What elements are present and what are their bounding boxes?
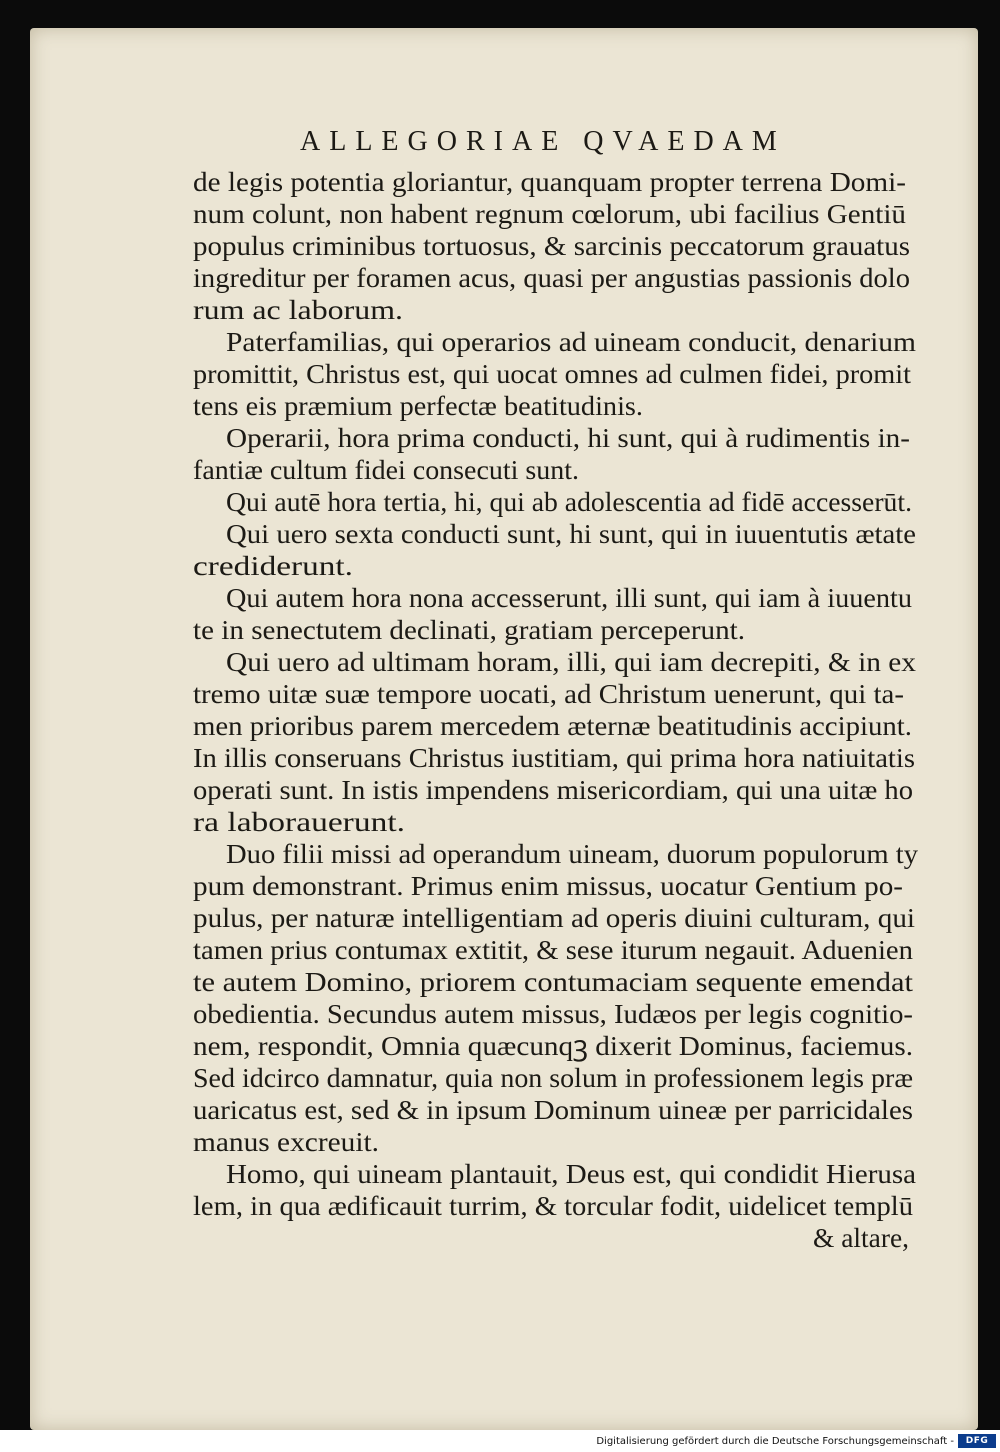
text-line: ra laborauerunt. xyxy=(193,806,405,837)
text-line: uaricatus est, sed & in ipsum Dominum uineæ per parricidales xyxy=(193,1094,913,1125)
text-line: num colunt, non habent regnum cœlorum, ubi facilius Gentiū xyxy=(193,198,906,229)
text-line: Qui uero sexta conducti sunt, hi sunt, qui in iuuentutis ætate xyxy=(226,518,917,549)
text-line: tamen prius contumax extitit, & sese iturum negauit. Aduenien xyxy=(193,934,913,965)
footer-bar xyxy=(0,1430,1000,1452)
text-line: tens eis præmium perfectæ beatitudinis. xyxy=(193,390,643,421)
text-line: Operarii, hora prima conducti, hi sunt, qui à rudimentis in- xyxy=(226,422,910,453)
text-line: obedientia. Secundus autem missus, Iudæos per legis cognitio- xyxy=(193,998,913,1029)
text-line: Duo filii missi ad operandum uineam, duorum populorum ty xyxy=(226,838,918,869)
text-line: tremo uitæ suæ tempore uocati, ad Christum uenerunt, qui ta- xyxy=(193,678,904,709)
text-line: pulus, per naturæ intelligentiam ad operis diuini culturam, qui xyxy=(193,902,915,933)
text-line: pum demonstrant. Primus enim missus, uocatur Gentium po- xyxy=(193,870,903,901)
text-line: Qui autē hora tertia, hi, qui ab adolescentia ad fidē accesserūt. xyxy=(226,486,912,517)
text-line: Qui autem hora nona accesserunt, illi sunt, qui iam à iuuentu xyxy=(226,582,912,613)
text-line: rum ac laborum. xyxy=(193,294,403,325)
text-line: Paterfamilias, qui operarios ad uineam conducit, denarium xyxy=(226,326,916,357)
text-line: nem, respondit, Omnia quæcunqꝫ dixerit Dominus, faciemus. xyxy=(193,1030,913,1061)
text-line: & altare, xyxy=(813,1222,909,1253)
text-line: te in senectutem declinati, gratiam perceperunt. xyxy=(193,614,745,645)
text-line: Sed idcirco damnatur, quia non solum in professionem legis præ xyxy=(193,1062,913,1093)
text-line: manus excreuit. xyxy=(193,1126,379,1157)
text-line: populus criminibus tortuosus, & sarcinis peccatorum grauatus xyxy=(193,230,910,261)
dfg-logo: DFG xyxy=(958,1434,996,1448)
text-line: Homo, qui uineam plantauit, Deus est, qui condidit Hierusa xyxy=(226,1158,916,1189)
text-line: In illis conseruans Christus iustitiam, qui prima hora natiuitatis xyxy=(193,742,915,773)
text-line: ingreditur per foramen acus, quasi per angustias passionis dolo xyxy=(193,262,910,293)
text-line: crediderunt. xyxy=(193,550,353,581)
footer-credit: Digitalisierung gefördert durch die Deutsche Forschungsgemeinschaft - xyxy=(596,1436,954,1447)
text-line: fantiæ cultum fidei consecuti sunt. xyxy=(193,454,579,485)
text-line: Qui uero ad ultimam horam, illi, qui iam decrepiti, & in ex xyxy=(226,646,917,677)
text-line: de legis potentia gloriantur, quanquam propter terrena Domi- xyxy=(193,166,906,197)
text-line: promittit, Christus est, qui uocat omnes ad culmen fidei, promit xyxy=(193,358,911,389)
running-head: ALLEGORIAE QVAEDAM xyxy=(300,126,786,157)
text-line: lem, in qua ædificauit turrim, & torcular fodit, uidelicet templū xyxy=(193,1190,913,1221)
text-line: te autem Domino, priorem contumaciam sequente emendat xyxy=(193,966,913,997)
text-line: men prioribus parem mercedem æternæ beatitudinis accipiunt. xyxy=(193,710,912,741)
text-line: operati sunt. In istis impendens misericordiam, qui una uitæ ho xyxy=(193,774,913,805)
